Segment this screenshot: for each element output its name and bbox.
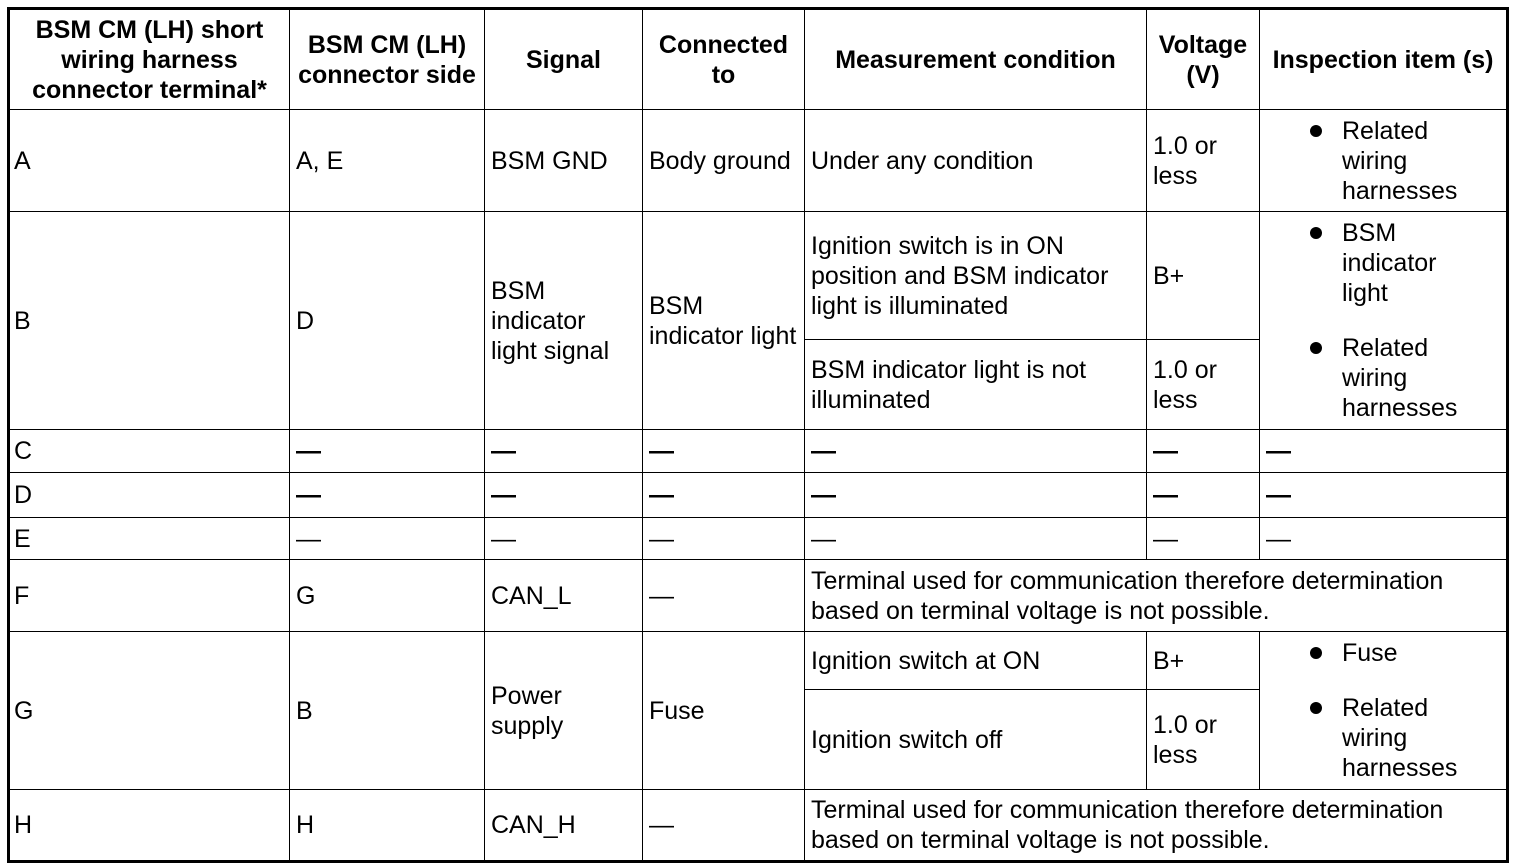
cell-connector-side: —: [290, 430, 485, 473]
cell-signal: BSM GND: [485, 110, 643, 212]
cell-terminal: D: [9, 473, 290, 518]
header-row: [9, 9, 1508, 110]
header-signal: Signal: [485, 9, 643, 110]
cell-note: Terminal used for communication therefore determination based on terminal voltage is not possible.: [805, 560, 1508, 632]
cell-connected-to: —: [643, 518, 805, 560]
cell-signal: —: [485, 473, 643, 518]
cell-connector-side: —: [290, 518, 485, 560]
cell-signal: Power supply: [485, 632, 643, 790]
table-row: [9, 632, 1508, 690]
cell-measurement-condition: —: [805, 430, 1147, 473]
table-row: [9, 560, 1508, 632]
inspection-item: [1342, 218, 1506, 308]
bullet-icon: [1310, 647, 1322, 659]
cell-connected-to: Body ground: [643, 110, 805, 212]
cell-measurement-condition: Ignition switch at ON: [805, 632, 1147, 690]
inspection-item-text: BSM indicator light: [1342, 219, 1437, 307]
cell-voltage: 1.0 or less: [1147, 110, 1260, 212]
cell-connected-to: BSM indicator light: [643, 212, 805, 430]
cell-terminal: C: [9, 430, 290, 473]
inspection-item: [1342, 333, 1506, 423]
cell-signal: CAN_H: [485, 790, 643, 862]
cell-terminal: A: [9, 110, 290, 212]
cell-connected-to: —: [643, 473, 805, 518]
cell-voltage: B+: [1147, 632, 1260, 690]
cell-voltage: 1.0 or less: [1147, 690, 1260, 790]
inspection-item: [1342, 693, 1506, 783]
inspection-item: [1342, 116, 1506, 206]
cell-connector-side: B: [290, 632, 485, 790]
cell-terminal: E: [9, 518, 290, 560]
cell-connector-side: D: [290, 212, 485, 430]
cell-measurement-condition: Under any condition: [805, 110, 1147, 212]
cell-inspection-items: —: [1260, 430, 1508, 473]
cell-connector-side: H: [290, 790, 485, 862]
bullet-icon: [1310, 342, 1322, 354]
cell-voltage: —: [1147, 473, 1260, 518]
inspection-item-text: Related wiring harnesses: [1342, 334, 1458, 422]
cell-connected-to: —: [643, 790, 805, 862]
bullet-icon: [1310, 702, 1322, 714]
table-row: [9, 473, 1508, 518]
cell-inspection-items: —: [1260, 518, 1508, 560]
cell-voltage: —: [1147, 518, 1260, 560]
cell-connected-to: —: [643, 430, 805, 473]
inspection-item-text: Related wiring harnesses: [1342, 116, 1458, 205]
inspection-item-text: Related wiring harnesses: [1342, 694, 1458, 782]
header-connector-side: BSM CM (LH) connector side: [290, 9, 485, 110]
cell-voltage: 1.0 or less: [1147, 340, 1260, 430]
cell-note: Terminal used for communication therefore determination based on terminal voltage is not possible.: [805, 790, 1508, 862]
terminal-inspection-table: [7, 7, 1509, 863]
cell-inspection-items: —: [1260, 473, 1508, 518]
header-terminal: BSM CM (LH) short wiring harness connector terminal*: [9, 9, 290, 110]
cell-signal: BSM indicator light signal: [485, 212, 643, 430]
cell-connector-side: —: [290, 473, 485, 518]
table-row: [9, 212, 1508, 340]
cell-measurement-condition: —: [805, 518, 1147, 560]
table-row: [9, 430, 1508, 473]
cell-measurement-condition: —: [805, 473, 1147, 518]
cell-measurement-condition: BSM indicator light is not illuminated: [805, 340, 1147, 430]
cell-signal: —: [485, 430, 643, 473]
inspection-item: [1342, 638, 1506, 668]
header-connected-to: Connected to: [643, 9, 805, 110]
header-voltage: Voltage (V): [1147, 9, 1260, 110]
cell-signal: CAN_L: [485, 560, 643, 632]
cell-measurement-condition: Ignition switch is in ON position and BSM indicator light is illuminated: [805, 212, 1147, 340]
cell-terminal: B: [9, 212, 290, 430]
cell-measurement-condition: Ignition switch off: [805, 690, 1147, 790]
header-measurement-condition: Measurement condition: [805, 9, 1147, 110]
cell-terminal: G: [9, 632, 290, 790]
table-row: [9, 110, 1508, 212]
cell-connected-to: Fuse: [643, 632, 805, 790]
cell-terminal: H: [9, 790, 290, 862]
cell-inspection-items: [1260, 212, 1508, 430]
cell-voltage: —: [1147, 430, 1260, 473]
table-row: [9, 790, 1508, 862]
header-inspection-items: Inspection item (s): [1260, 9, 1508, 110]
inspection-item-text: Fuse: [1342, 639, 1398, 667]
cell-connected-to: —: [643, 560, 805, 632]
cell-signal: —: [485, 518, 643, 560]
bullet-icon: [1310, 125, 1322, 137]
cell-inspection-items: [1260, 632, 1508, 790]
table-row: [9, 518, 1508, 560]
cell-terminal: F: [9, 560, 290, 632]
cell-connector-side: G: [290, 560, 485, 632]
cell-voltage: B+: [1147, 212, 1260, 340]
bullet-icon: [1310, 227, 1322, 239]
cell-inspection-items: [1260, 110, 1508, 212]
cell-connector-side: A, E: [290, 110, 485, 212]
